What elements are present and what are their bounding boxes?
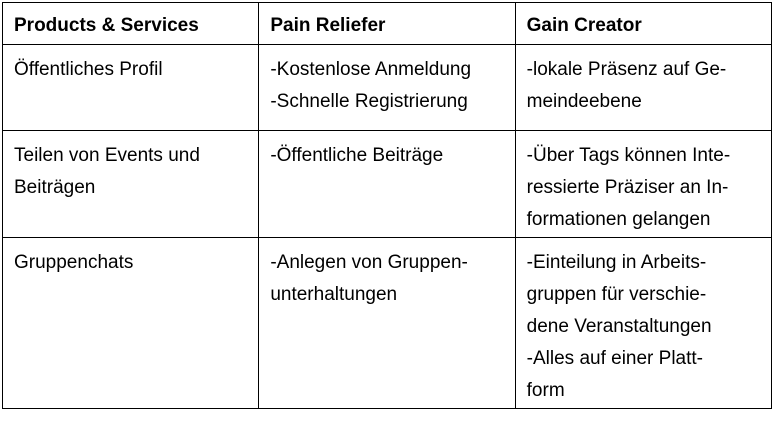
cell-text-line: Teilen von Events und <box>14 145 200 166</box>
cell-text-line: gruppen für verschie- <box>526 284 707 305</box>
header-pain-reliefer: Pain Reliefer <box>259 3 515 45</box>
cell-pain-reliefer <box>259 238 515 409</box>
cell-text-line: -Öffentliche Beiträge <box>270 145 444 166</box>
cell-product <box>3 131 259 238</box>
cell-text-line: form <box>526 380 565 401</box>
cell-text-line: meindeebene <box>526 91 642 112</box>
header-gain-creator: Gain Creator <box>515 3 771 45</box>
cell-text-line: -lokale Präsenz auf Ge- <box>526 59 727 80</box>
cell-text-line: Beiträgen <box>14 177 96 198</box>
cell-gain-creator <box>515 131 771 238</box>
cell-text-line: -Über Tags können Inte- <box>526 145 731 166</box>
cell-pain-reliefer <box>259 131 515 238</box>
cell-text-line: ressierte Präziser an In- <box>526 177 729 198</box>
table-row <box>3 238 772 409</box>
cell-text-line: -Schnelle Registrierung <box>270 91 468 112</box>
cell-text-line: -Kostenlose Anmeldung <box>270 59 472 80</box>
cell-text-line: -Alles auf einer Platt- <box>526 348 704 369</box>
cell-text-line: -Anlegen von Gruppen- <box>270 252 468 273</box>
table-row <box>3 45 772 131</box>
cell-text-line: formationen gelangen <box>526 209 711 230</box>
cell-text-line: Gruppenchats <box>14 252 134 273</box>
table-row <box>3 131 772 238</box>
header-products-services: Products & Services <box>3 3 259 45</box>
cell-gain-creator <box>515 238 771 409</box>
cell-gain-creator <box>515 45 771 131</box>
cell-product <box>3 238 259 409</box>
cell-product <box>3 45 259 131</box>
cell-text-line: dene Veranstaltungen <box>526 316 712 337</box>
cell-text-line: -Einteilung in Arbeits- <box>526 252 707 273</box>
cell-text-line: Öffentliches Profil <box>14 59 163 80</box>
cell-pain-reliefer <box>259 45 515 131</box>
cell-text-line: unterhaltungen <box>270 284 398 305</box>
table-header-row <box>3 3 772 45</box>
value-proposition-table <box>2 2 772 409</box>
